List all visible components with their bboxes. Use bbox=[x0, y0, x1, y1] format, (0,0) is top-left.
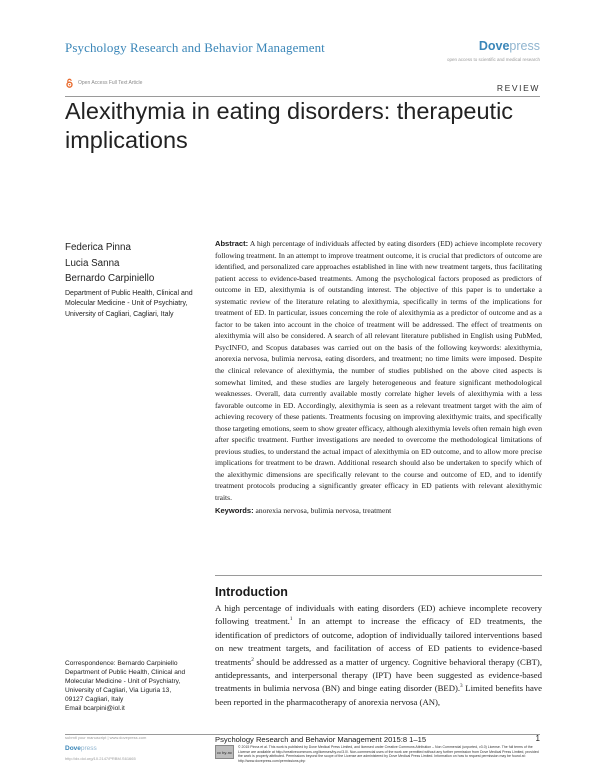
author: Bernardo Carpiniello bbox=[65, 273, 155, 284]
publisher-tagline: open access to scientific and medical research bbox=[446, 57, 540, 62]
keywords-text: anorexia nervosa, bulimia nervosa, treatment bbox=[255, 505, 392, 515]
abstract-section bbox=[215, 238, 542, 516]
abstract-text: A high percentage of individuals affected by eating disorders (ED) achieve incomplete recovery following treatment. In an attempt to improve treatment outcome, it is crucial that predictors of outcome are identified, and personalized care approaches established in line with new treatment targets, thus facilitating patient access to evidence-based treatments. Among the psychological factors proposed as predictors of outcome in ED, alexithymia is of outstanding interest. The objective of this paper is to undertake a systematic review of the literature relating to alexithymia, specifically in terms of the implications for treatment of ED. In particular, issues concerning the role of alexithymia as a predictor of outcome and as a factor to be taken into account in the choice of treatment will be addressed. The effect of treatments on alexithymia will also be considered. A search of all relevant literature published in English using PubMed, PsycINFO, and Scopus databases was carried out on the basis of the following keywords: alexithymia, anorexia nervosa, bulimia nervosa, eating disorders, and treatment; no time limits were imposed. Despite the clinical relevance of alexithymia, the number of studies published on the above cited aspects is somewhat limited, and these studies are largely heterogeneous and feature significant methodological weaknesses. Overall, data currently available mostly correlate higher levels of alexithymia with a less favorable outcome in ED. Accordingly, alexithymia is seen as a relevant treatment target with the aim of achieving recovery of these patients. Treatments focusing on improving alexithymic traits, and specifically those targeting emotions, seem to show greater efficacy, although alexithymia levels often remain high even after specific treatment. Further investigations are needed to overcome the methodological limitations of previous studies, to understand the actual impact of alexithymia on ED outcome, and to allow more precise implications for treatment to be drawn. Additional research should also be undertaken to specify which of the alexithymic dimensions are specifically relevant to the course and outcome of ED, and to identify treatment protocols producing a significantly greater efficacy in ED patients with relevant alexithymic traits. bbox=[215, 239, 542, 503]
footer-logo-light: press bbox=[80, 745, 97, 752]
citation-ref[interactable]: 1 bbox=[289, 616, 293, 623]
footer-citation: Psychology Research and Behavior Management 2015:8 1–15 bbox=[215, 735, 427, 744]
doi-link[interactable]: http://dx.doi.org/10.2147/PRBM.S61665 bbox=[65, 756, 136, 761]
introduction-heading: Introduction bbox=[215, 585, 288, 599]
author-affiliation: Department of Public Health, Clinical and Molecular Medicine - Unit of Psychiatry, University of Cagliari, Cagliari, Italy bbox=[65, 290, 193, 318]
keywords-divider bbox=[215, 575, 542, 576]
correspondence-line: Department of Public Health, Clinical and bbox=[65, 669, 186, 677]
keywords-label: Keywords: bbox=[215, 505, 254, 515]
article-title: Alexithymia in eating disorders: therapeutic implications bbox=[65, 98, 514, 153]
intro-text: In an attempt to increase the efficacy of ED treatments, the identification of predictors of outcome, adoption of individually tailored interventions based on new treatment targets, and facilitation of access of ED patients to evidence-based treatments bbox=[215, 616, 542, 667]
submit-manuscript-link[interactable]: submit your manuscript | www.dovepress.com bbox=[65, 735, 147, 740]
publisher-logo bbox=[479, 39, 540, 53]
author: Federica Pinna bbox=[65, 242, 131, 253]
publisher-logo-bold: Dove bbox=[478, 39, 510, 53]
author: Lucia Sanna bbox=[65, 257, 120, 269]
article-type: REVIEW bbox=[496, 83, 540, 93]
correspondence-line: 09127 Cagliari, Italy bbox=[65, 696, 124, 704]
footer-publisher-logo bbox=[65, 745, 97, 752]
correspondence-block bbox=[65, 659, 215, 714]
abstract-paragraph bbox=[215, 238, 542, 504]
intro-text: should be addressed as a matter of urgency. Cognitive behavioral therapy (CBT), antidepressants, and interpersonal therapy (IPT) have been suggested as evidence-based treatments in bulimia nervosa (BN) and binge eating disorder (BED). bbox=[215, 656, 542, 694]
open-access-icon bbox=[65, 78, 74, 88]
page-number: 1 bbox=[535, 734, 540, 743]
correspondence-line: Molecular Medicine - Unit of Psychiatry, bbox=[65, 678, 181, 686]
cc-license-badge[interactable]: cc by-nc bbox=[215, 745, 234, 759]
author-list bbox=[65, 240, 154, 287]
citation-ref[interactable]: 2 bbox=[251, 656, 254, 663]
open-access-text: Open Access Full Text Article bbox=[78, 80, 143, 86]
introduction-paragraph bbox=[215, 602, 542, 709]
citation-ref[interactable]: 3 bbox=[460, 683, 463, 690]
footer-logo-bold: Dove bbox=[65, 745, 81, 752]
license-text: © 2015 Pinna et al. This work is published by Dove Medical Press Limited, and licensed under Creative Commons Attribution – Non Commercial (unported, v3.0) License. The full terms of the License are available at http://creativecommons.org/licenses/by-nc/3.0/. Non-commercial uses of the work are permitted without any further permission from Dove Medical Press Limited, provided the work is properly attributed. Permissions beyond the scope of the License are administered by Dove Medical Press Limited. Information on how to request permission may be found at: http://www.dovepress.com/permissions.php bbox=[238, 745, 539, 763]
license-block bbox=[215, 745, 542, 763]
publisher-logo-light: press bbox=[509, 39, 540, 53]
correspondence-email[interactable]: Email bcarpini@iol.it bbox=[65, 705, 125, 713]
abstract-label: Abstract: bbox=[215, 239, 249, 248]
correspondence-line: University of Cagliari, Via Liguria 13, bbox=[65, 687, 172, 695]
correspondence-label: Correspondence: Bernardo Carpiniello bbox=[65, 660, 178, 667]
intro-text: A high percentage of individuals with eating disorders (ED) achieve incomplete recovery following treatment. bbox=[215, 603, 542, 627]
intro-text: Limited benefits have been reported in the pharmacotherapy of anorexia nervosa (AN), bbox=[215, 683, 542, 707]
keywords-line bbox=[215, 505, 542, 516]
open-access-label bbox=[65, 78, 142, 88]
journal-title: Psychology Research and Behavior Management bbox=[65, 40, 325, 55]
